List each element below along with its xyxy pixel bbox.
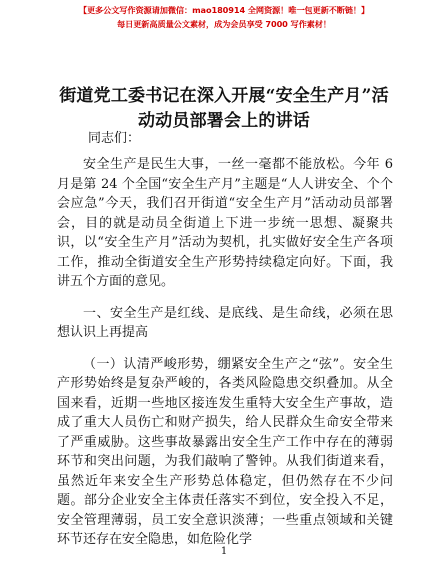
- page-number: 1: [220, 546, 228, 557]
- document-title-line-2: 动动员部署会上的讲话: [138, 111, 310, 131]
- promo-banner: [0, 3, 448, 31]
- salutation: 同志们：: [88, 131, 141, 146]
- paragraph-situation: （一）认清严峻形势，绷紧安全生产之“弦”。安全生产形势始终是复杂严峻的，各类风险隐患交织叠加。从全国来看，近期一些地区接连发生重特大安全生产事故，造成了重大人员伤亡和财产损失，给人民群众生命安全带来了严重威胁。这些事故暴露出安全生产工作中存在的薄弱环节和突出问题，为我们敲响了警钟。从我们街道来看，虽然近年来安全生产形势总体稳定，但仍然存在不少问题。部分企业安全主体责任落实不到位，安全投入不足，安全管理薄弱，员工安全意识淡薄；一些重点领域和关键环节还存在安全隐患，如危险化学: [57, 356, 393, 547]
- paragraph-opening: 安全生产是民生大事，一丝一毫都不能放松。今年 6 月是第 24 个全国“安全生产月”主题是“人人讲安全、个个会应急”今天，我们召开街道“安全生产月”活动动员部署会，目的就是动员全街道上下进一步统一思想、凝聚共识，以“安全生产月”活动为契机，扎实做好安全生产各项工作，推动全街道安全生产形势持续稳定向好。下面，我讲五个方面的意见。: [57, 157, 393, 289]
- speech-body: [57, 155, 393, 550]
- promo-banner-line-1: 【更多公文写作资源请加微信：mao180914 全网资源！唯一包更新不断链！】: [78, 5, 370, 15]
- document-title-line-1: 街道党工委书记在深入开展“安全生产月”活: [59, 86, 389, 106]
- document-title: [40, 84, 408, 134]
- section-heading-1: 一、安全生产是红线、是底线、是生命线，必须在思想认识上再提高: [57, 305, 393, 340]
- promo-banner-line-2: 每日更新高质量公文素材，成为会员享受 7000 写作素材！: [117, 19, 331, 29]
